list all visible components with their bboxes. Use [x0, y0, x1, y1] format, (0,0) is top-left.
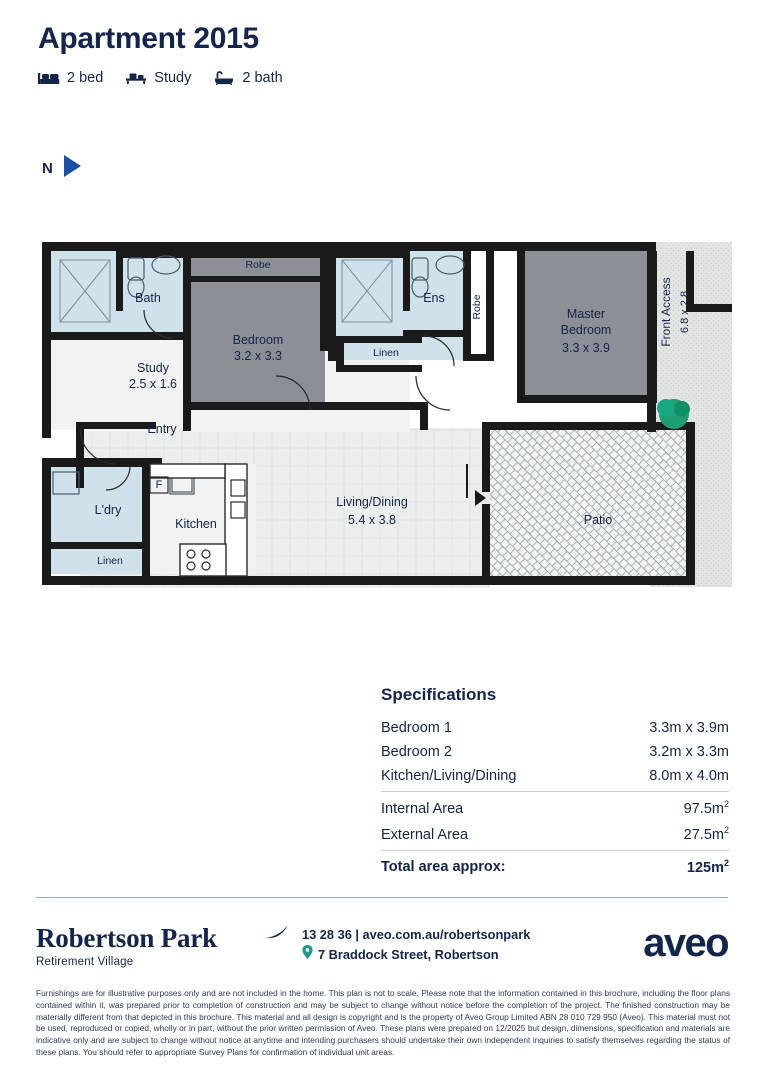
contact-address: 7 Braddock Street, Robertson: [318, 947, 499, 963]
spec-value: $27.5m^2$: [683, 824, 729, 843]
spec-value: 8.0m x 4.0m: [649, 768, 729, 784]
feature-bath: [213, 70, 282, 86]
room-label-study: Study: [137, 361, 169, 375]
spec-value: 3.3m x 3.9m: [649, 720, 729, 736]
spec-total-label: Total area approx:: [381, 859, 506, 876]
bed-icon: [38, 71, 60, 85]
specifications-heading: Specifications: [381, 685, 497, 704]
room-label-entry: Entry: [147, 422, 177, 436]
room-label-master: Master: [566, 307, 606, 321]
page-title: Apartment 2015: [38, 22, 259, 55]
spec-label: Bedroom 1: [381, 720, 452, 736]
footer: [36, 915, 728, 985]
spec-row-internal-area: [381, 791, 729, 821]
contact-phone-web[interactable]: 13 28 36 | aveo.com.au/robertsonpark: [302, 927, 531, 942]
compass: [42, 152, 85, 185]
room-label-laundry: L'dry: [94, 503, 122, 517]
room-label-linen2: Linen: [97, 555, 123, 567]
room-label-linen: Linen: [373, 347, 399, 359]
aveo-logo: aveo: [643, 921, 728, 965]
north-arrow-icon: [59, 152, 85, 185]
brand-name: Robertson Park: [36, 925, 217, 952]
room-label-bath: Bath: [135, 291, 161, 305]
room-label-bedroom2: Bedroom: [232, 333, 284, 347]
spec-value: 3.2m x 3.3m: [649, 744, 729, 760]
feature-list: [38, 70, 283, 86]
feature-bath-label: 2 bath: [242, 70, 283, 86]
room-label-master2: Bedroom: [560, 323, 612, 337]
contact-address-row: [302, 945, 530, 965]
room-label-kitchen: Kitchen: [175, 517, 217, 531]
brand-block: [36, 925, 217, 968]
room-label-front-access: Front Access: [659, 277, 673, 347]
spec-row: [381, 764, 729, 788]
specifications-panel: [381, 685, 729, 879]
room-label-ens: Ens: [423, 291, 445, 305]
spec-value: $97.5m^2$: [683, 799, 729, 817]
feature-bed-label: 2 bed: [67, 70, 104, 86]
spec-label: Kitchen/Living/Dining: [381, 768, 517, 784]
brand-subtitle: Retirement Village: [36, 956, 134, 968]
footer-divider: [36, 897, 728, 898]
room-label-robe2: Robe: [471, 294, 483, 320]
room-dims-master: 3.3 x 3.9: [562, 341, 610, 355]
bath-icon: [213, 71, 235, 85]
room-dims-living: 5.4 x 3.8: [348, 513, 396, 527]
spec-row-total-area: [381, 850, 729, 880]
room-dims-front-access: 6.8 x 2.8: [679, 290, 691, 334]
contact-block: [302, 925, 530, 966]
header: [38, 22, 283, 86]
location-pin-icon: [302, 945, 313, 965]
compass-north-label: N: [42, 160, 53, 177]
room-dims-study: 2.5 x 1.6: [129, 377, 177, 391]
floorplan-svg: [20, 232, 744, 632]
spec-label: External Area: [381, 826, 469, 843]
spec-label: Bedroom 2: [381, 744, 452, 760]
room-label-living: Living/Dining: [336, 495, 408, 509]
desk-icon: [125, 71, 147, 85]
spec-row-external-area: [381, 821, 729, 847]
room-dims-bedroom2: 3.2 x 3.3: [234, 349, 282, 363]
feature-study: [125, 70, 191, 86]
floorplan: [20, 232, 744, 632]
disclaimer-text: Furnishings are for illustrative purposes only and are not included in the home. This plan is not to scale. Please note that the information contained in this brochure, including the floor plans contained within it, was prepared prior to completion of construction and may be subject to change without notice before the completion of the project. The finished construction may be materially different from that depicted in this brochure. This material and all design is copyright and is the property of Aveo Group Limited ABN 28 010 729 950 (Aveo). This material must not be used, reproduced or copied, wholly or in part, without the prior written permission of Aveo. These plans were prepared on 12/2025 but design, dimensions, specification and materials are indicative only and are subject to change without notice at anytime and intending purchasers should undertake their own independent inquiries to satisfy themselves regarding the status of these plans. You should refer to appropriate Survey Plans for confirmation of individual unit areas.: [36, 988, 730, 1057]
feature-study-label: Study: [154, 70, 192, 86]
spec-total-value: $125m^2$: [686, 857, 729, 876]
room-label-robe: Robe: [245, 259, 271, 271]
leaf-icon: [264, 919, 290, 946]
spec-row: [381, 716, 729, 740]
room-label-patio: Patio: [583, 513, 613, 527]
spec-label: Internal Area: [381, 800, 464, 817]
room-label-fridge: F: [155, 479, 163, 491]
spec-row: [381, 740, 729, 764]
feature-bed: [38, 70, 103, 86]
